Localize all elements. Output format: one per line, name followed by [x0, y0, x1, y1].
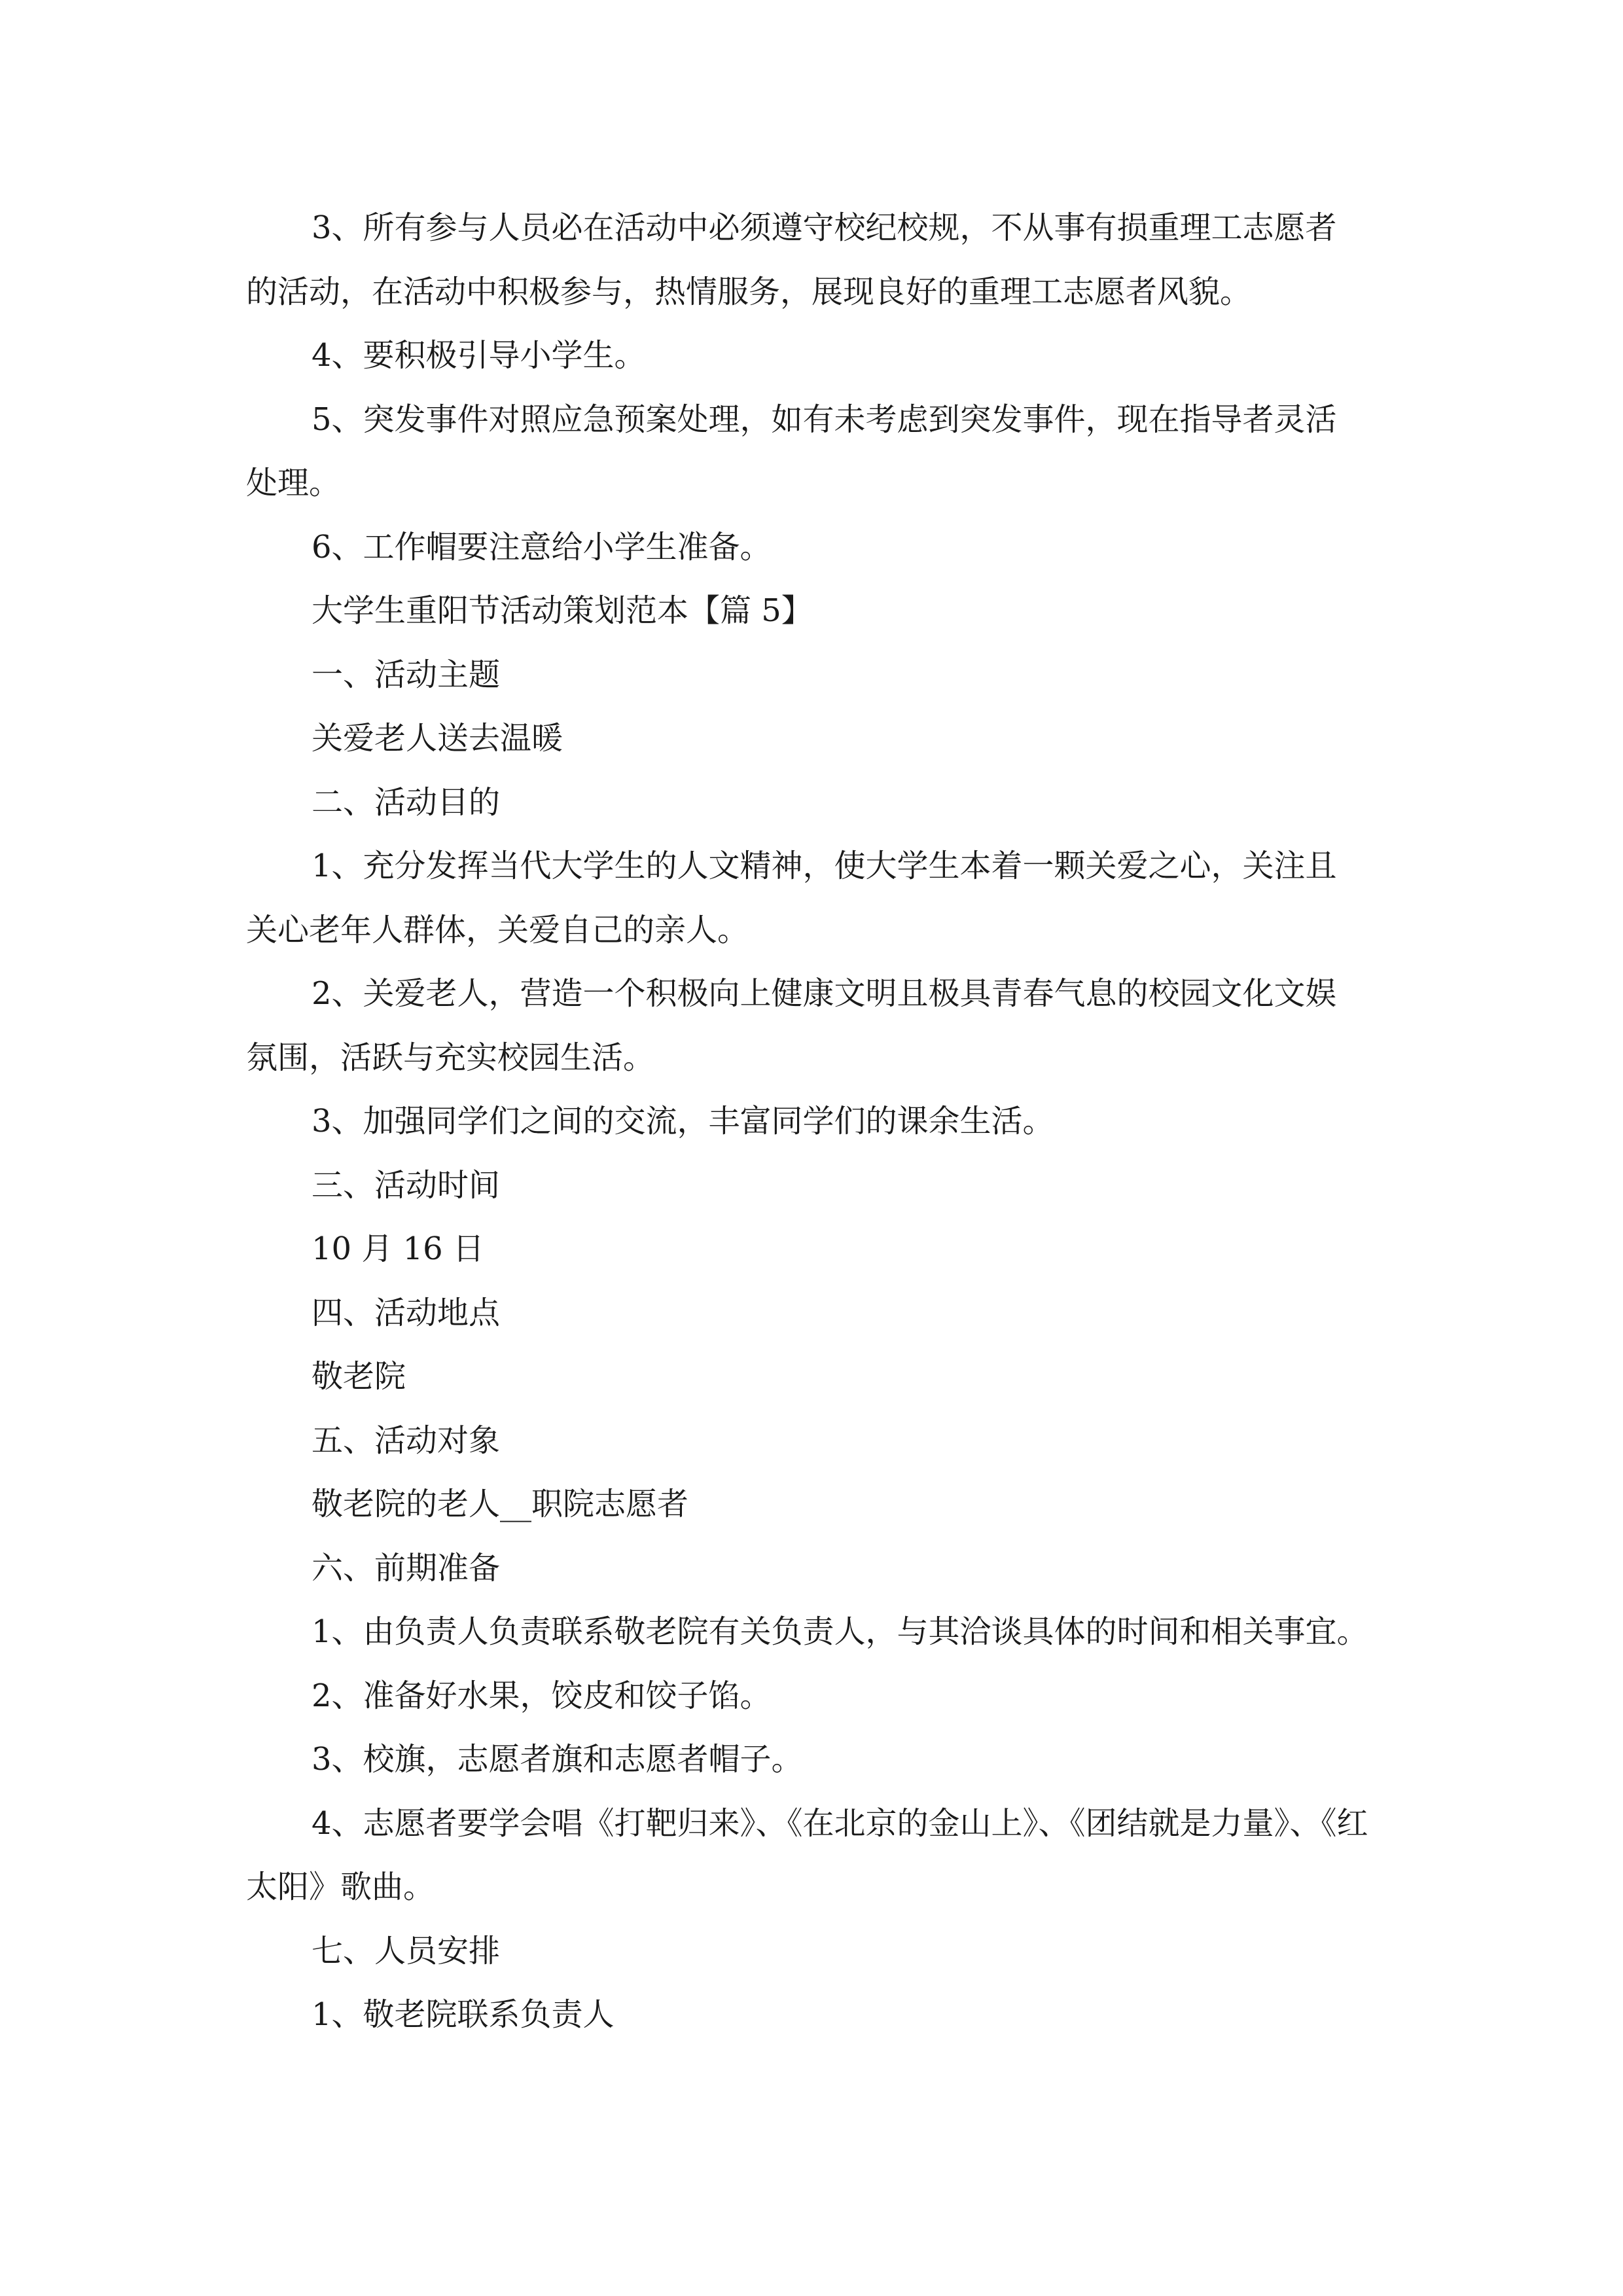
paragraph: [246, 1154, 1398, 1218]
text-line: 四、活动地点: [312, 1294, 501, 1331]
text-line: 5、突发事件对照应急预案处理，如有未考虑到突发事件，现在指导者灵活: [312, 401, 1337, 438]
paragraph: [246, 388, 1398, 516]
paragraph: [246, 1537, 1398, 1601]
paragraph: [246, 1345, 1398, 1409]
paragraph: [246, 1409, 1398, 1473]
paragraph: [246, 196, 1398, 324]
document-body: [246, 196, 1398, 2047]
paragraph: [246, 1792, 1398, 1920]
text-line: 关爱老人送去温暖: [312, 720, 563, 757]
paragraph: [246, 579, 1398, 643]
paragraph: [246, 643, 1398, 708]
text-line: 3、加强同学们之间的交流，丰富同学们的课余生活。: [312, 1103, 1054, 1139]
paragraph: [246, 1282, 1398, 1346]
text-line: 氛围，活跃与充实校园生活。: [246, 1039, 655, 1076]
text-line: 3、校旗，志愿者旗和志愿者帽子。: [312, 1741, 803, 1778]
text-line: 处理。: [246, 465, 341, 501]
text-line: 敬老院: [312, 1358, 406, 1395]
paragraph: [246, 1600, 1398, 1664]
text-line: 3、所有参与人员必在活动中必须遵守校纪校规，不从事有损重理工志愿者: [312, 209, 1337, 246]
paragraph: [246, 707, 1398, 771]
text-line: 六、前期准备: [312, 1549, 501, 1587]
paragraph: [246, 1473, 1398, 1537]
text-line: 敬老院的老人__职院志愿者: [312, 1486, 689, 1522]
text-line: 大学生重阳节活动策划范本【篇 5】: [312, 592, 813, 629]
text-line: 关心老年人群体，关爱自己的亲人。: [246, 911, 749, 948]
text-line: 的活动，在活动中积极参与，热情服务，展现良好的重理工志愿者风貌。: [246, 273, 1252, 310]
paragraph: [246, 516, 1398, 580]
text-line: 1、敬老院联系负责人: [312, 1996, 615, 2033]
text-line: 1、由负责人负责联系敬老院有关负责人，与其洽谈具体的时间和相关事宜。: [312, 1613, 1368, 1650]
paragraph: [246, 834, 1398, 962]
paragraph: [246, 962, 1398, 1090]
text-line: 一、活动主题: [312, 656, 501, 693]
paragraph: [246, 1983, 1398, 2047]
paragraph: [246, 1217, 1398, 1282]
text-line: 七、人员安排: [312, 1932, 501, 1969]
paragraph: [246, 324, 1398, 388]
paragraph: [246, 1728, 1398, 1792]
text-line: 太阳》歌曲。: [246, 1869, 435, 1905]
text-line: 4、志愿者要学会唱《打靶归来》、《在北京的金山上》、《团结就是力量》、《红: [312, 1804, 1368, 1842]
text-line: 五、活动对象: [312, 1422, 501, 1459]
text-line: 10 月 16 日: [312, 1230, 484, 1267]
text-line: 三、活动时间: [312, 1166, 501, 1204]
text-line: 1、充分发挥当代大学生的人文精神，使大学生本着一颗关爱之心，关注且: [312, 848, 1337, 884]
text-line: 2、准备好水果，饺皮和饺子馅。: [312, 1677, 772, 1714]
paragraph: [246, 1090, 1398, 1154]
paragraph: [246, 771, 1398, 835]
text-line: 4、要积极引导小学生。: [312, 337, 646, 374]
text-line: 2、关爱老人，营造一个积极向上健康文明且极具青春气息的校园文化文娱: [312, 975, 1337, 1012]
text-line: 二、活动目的: [312, 783, 501, 821]
text-line: 6、工作帽要注意给小学生准备。: [312, 528, 772, 565]
paragraph: [246, 1664, 1398, 1729]
paragraph: [246, 1920, 1398, 1984]
